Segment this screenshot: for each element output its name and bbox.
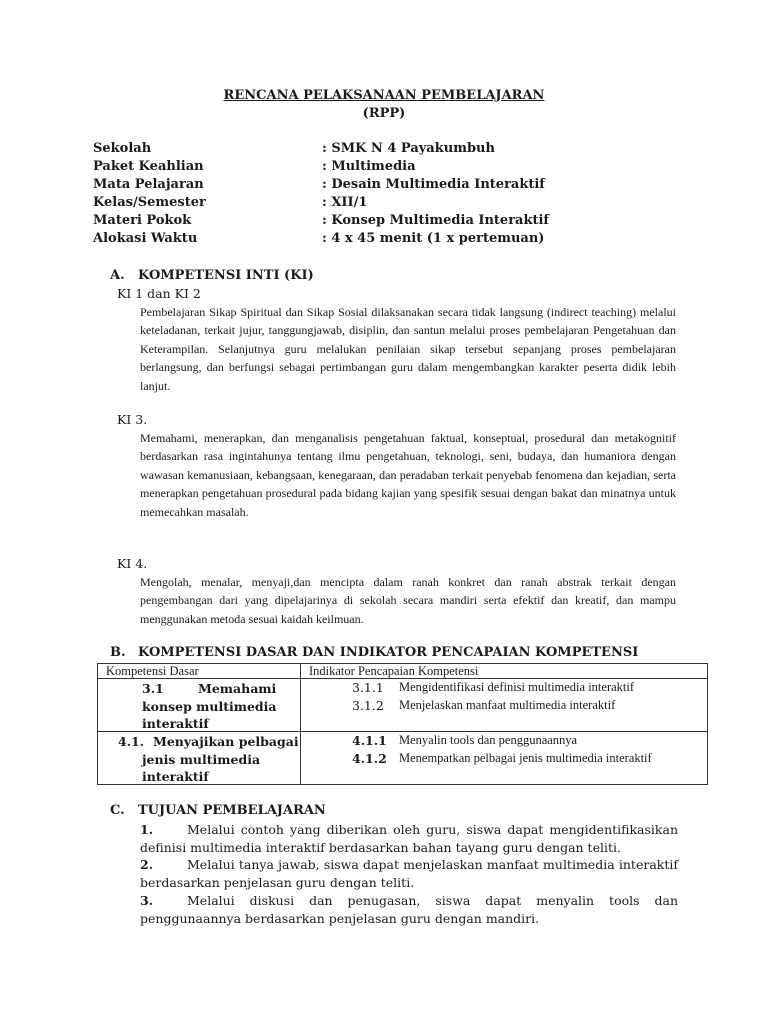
indicator-number: 4.1.2: [352, 751, 387, 766]
document-title: RENCANA PELAKSANAAN PEMBELAJARAN: [223, 88, 545, 103]
identity-value: : SMK N 4 Payakumbuh: [322, 141, 495, 156]
section-title: KOMPETENSI INTI (KI): [138, 268, 314, 283]
identity-row: [93, 177, 693, 195]
ki4-paragraph: Mengolah, menalar, menyaji,dan mencipta dalam ranah konkret dan ranah abstrak terkait dengan pengembangan dari yang dipelajarinya di sekolah secara mandiri serta efektif dan kreatif, dan mampu menggunakan metoda sesuai kaidah keilmuan.: [140, 575, 676, 626]
ki3-label: KI 3.: [117, 412, 148, 427]
section-title: KOMPETENSI DASAR DAN INDIKATOR PENCAPAIAN KOMPETENSI: [138, 645, 639, 660]
kd-number: 3.1: [142, 681, 164, 696]
table-row: [98, 732, 708, 785]
identity-key: Paket Keahlian: [93, 159, 204, 174]
goal-text: Melalui tanya jawab, siswa dapat menjelaskan manfaat multimedia interaktif berdasarkan penjelasan guru dengan teliti.: [140, 857, 678, 891]
indicator-text: Menempatkan pelbagai jenis multimedia interaktif: [399, 751, 652, 765]
kd-number: 4.1.: [118, 734, 145, 749]
indicator-number: 3.1.1: [352, 680, 384, 695]
identity-row: [93, 141, 693, 159]
identity-row: [93, 195, 693, 213]
identity-row: [93, 231, 693, 249]
indicator-number: 3.1.2: [352, 698, 384, 713]
ki4-label: KI 4.: [117, 556, 148, 571]
kd-cell: [98, 679, 301, 732]
kd-text: interaktif: [142, 769, 209, 784]
kd-text: konsep multimedia: [142, 698, 277, 714]
indicator-text: Menjelaskan manfaat multimedia interaktif: [399, 698, 616, 712]
column-header: Indikator Pencapaian Kompetensi: [301, 664, 708, 679]
goal-number: 2.: [140, 857, 154, 872]
table-row: [98, 679, 708, 732]
competency-table: [97, 663, 708, 785]
column-header: Kompetensi Dasar: [98, 664, 301, 679]
identity-key: Kelas/Semester: [93, 195, 206, 210]
section-letter: C.: [110, 803, 125, 818]
identity-key: Materi Pokok: [93, 213, 192, 228]
identity-value: : XII/1: [322, 195, 368, 210]
identity-value: : Konsep Multimedia Interaktif: [322, 213, 550, 228]
section-title: TUJUAN PEMBELAJARAN: [138, 803, 326, 818]
section-c-heading: [110, 803, 326, 818]
indicator-text: Mengidentifikasi definisi multimedia interaktif: [399, 680, 635, 694]
section-a-heading: [110, 268, 314, 283]
indicator-text: Menyalin tools dan penggunaannya: [399, 733, 578, 747]
ki12-label: KI 1 dan KI 2: [117, 286, 201, 301]
ki12-paragraph: Pembelajaran Sikap Spiritual dan Sikap Sosial dilaksanakan secara tidak langsung (indirect teaching) melalui keteladanan, terkait jujur, tanggungjawab, disiplin, dan santun melalui proses pembelajaran Pengetahuan dan Keterampilan. Selanjutnya guru melalukan penilaian sikap tersebut sepanjang proses pembelajaran berlangsung, dan berfungsi sebagai pertimbangan guru dalam mengembangkan karakter peserta didik lebih lanjut.: [140, 305, 676, 393]
identity-key: Sekolah: [93, 141, 152, 156]
identity-row: [93, 159, 693, 177]
goal-text: Melalui contoh yang diberikan oleh guru, siswa dapat mengidentifikasikan definisi multimedia interaktif berdasarkan bahan tayang guru dengan teliti.: [140, 822, 678, 856]
identity-key: Alokasi Waktu: [93, 231, 198, 246]
ki3-paragraph: Memahami, menerapkan, dan menganalisis pengetahuan faktual, konseptual, prosedural dan metakognitif berdasarkan rasa ingintahunya tentang ilmu pengetahuan, teknologi, seni, budaya, dan humaniora dengan wawasan kemanusiaan, kebangsaan, kenegaraan, dan peradaban terkait penyebab fenomena dan kejadian, serta menerapkan pengetahuan prosedural pada bidang kajian yang spesifik sesuai dengan bakat dan minatnya untuk memecahkan masalah.: [140, 431, 676, 519]
identity-row: [93, 213, 693, 231]
indicator-cell: [301, 679, 708, 732]
identity-value: : 4 x 45 menit (1 x pertemuan): [322, 231, 545, 246]
identity-value: : Multimedia: [322, 159, 416, 174]
kd-text: Memahami: [198, 681, 277, 696]
kd-cell: [98, 732, 301, 785]
document-subtitle: (RPP): [362, 106, 406, 121]
kd-text: interaktif: [142, 716, 209, 731]
kd-text: Menyajikan pelbagai: [153, 734, 299, 749]
goal-text: Melalui diskusi dan penugasan, siswa dapat menyalin tools dan penggunaannya berdasarkan penjelasan guru dengan mandiri.: [140, 893, 678, 927]
goal-number: 3.: [140, 893, 154, 908]
identity-value: : Desain Multimedia Interaktif: [322, 177, 545, 192]
identity-key: Mata Pelajaran: [93, 177, 204, 192]
indicator-cell: [301, 732, 708, 785]
section-letter: B.: [110, 645, 126, 660]
indicator-number: 4.1.1: [352, 733, 387, 748]
goal-number: 1.: [140, 822, 154, 837]
section-letter: A.: [110, 268, 125, 283]
table-header-row: [98, 664, 708, 679]
section-b-heading: [110, 645, 638, 660]
kd-text: jenis multimedia: [142, 751, 261, 767]
